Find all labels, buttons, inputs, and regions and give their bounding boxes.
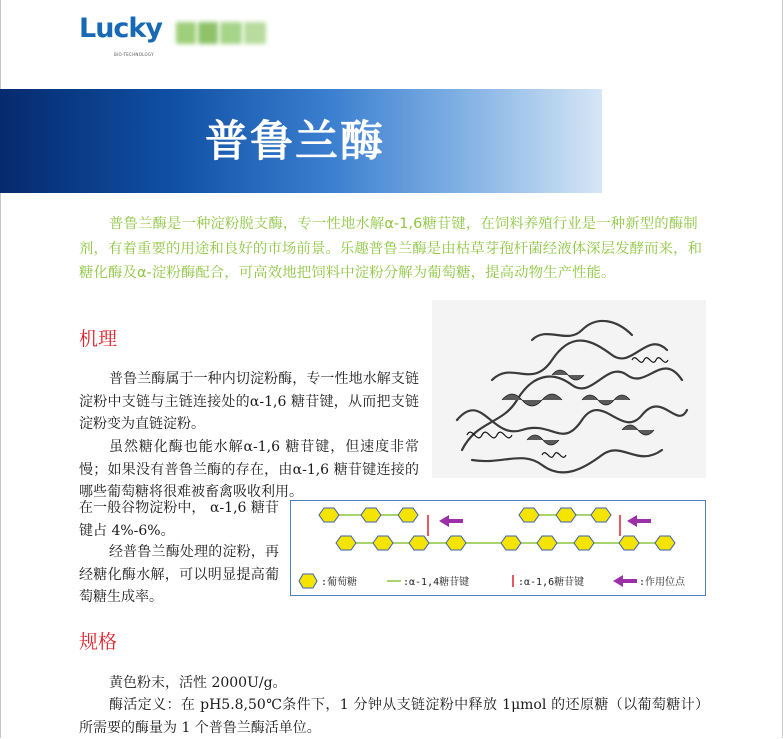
- legend-bond14: :α-1,4糖苷键: [403, 577, 470, 588]
- glucose-unit: [655, 536, 675, 550]
- glucose-unit: [501, 536, 521, 550]
- debranching-diagram: [290, 500, 706, 596]
- glucose-unit: [519, 508, 539, 522]
- legend-action-arrow: [613, 575, 637, 587]
- legend-glucose-swatch: [299, 574, 317, 588]
- glucose-unit: [446, 536, 466, 550]
- legend-bond16: :α-1,6糖苷键: [518, 577, 585, 588]
- logo-blurred-text: [176, 22, 272, 44]
- glucose-unit: [409, 536, 429, 550]
- legend-action: :作用位点: [639, 577, 686, 588]
- intro-paragraph: 普鲁兰酶是一种淀粉脱支酶，专一性地水解α-1,6糖苷键，在饲料养殖行业是一种新型的酶制剂，有着重要的用途和良好的市场前景。乐趣普鲁兰酶是由枯草芽孢杆菌经液体深层发酵而来，和糖化酶及α-淀粉酶配合，可高效地把饲料中淀粉分解为葡萄糖，提高动物生产性能。: [79, 216, 703, 281]
- spec-line-2: 酶活定义：在 pH5.8,50℃条件下，1 分钟从支链淀粉中释放 1μmol 的还原糖（以葡萄糖计）所需要的酶量为 1 个普鲁兰酶活单位。: [79, 697, 709, 736]
- mechanism-paragraph-3: 经普鲁兰酶处理的淀粉，再经糖化酶水解，可以明显提高葡萄糖生成率。: [79, 544, 279, 606]
- spec-heading: 规格: [79, 631, 118, 653]
- glucose-unit: [398, 508, 418, 522]
- glucose-unit: [373, 536, 393, 550]
- logo-wordmark: Lucky: [79, 13, 162, 44]
- mechanism-paragraph-2b: 在一般谷物淀粉中， α-1,6 糖苷键占 4%-6%。: [79, 500, 279, 539]
- mechanism-paragraph-1: 普鲁兰酶属于一种内切淀粉酶，专一性地水解支链淀粉中支链与主链连接处的α-1,6 糖苷键，从而把支链淀粉变为直链淀粉。: [79, 371, 419, 433]
- glucose-unit: [619, 536, 639, 550]
- glucose-unit: [336, 536, 356, 550]
- logo-tagline: BIO-TECHNOLOGY: [114, 52, 154, 57]
- spec-line-1: 黄色粉末，活性 2000U/g。: [109, 675, 287, 691]
- mechanism-paragraph-2: 虽然糖化酶也能水解α-1,6 糖苷键，但速度非常慢；如果没有普鲁兰酶的存在，由α-1,6 糖苷键连接的哪些葡萄糖将很难被畜禽吸收利用。: [79, 439, 419, 501]
- page-title: 普鲁兰酶: [205, 117, 385, 167]
- action-site-arrow: [439, 515, 463, 527]
- glucose-unit: [319, 508, 339, 522]
- legend-glucose: :葡萄糖: [321, 577, 358, 588]
- glucose-unit: [591, 508, 611, 522]
- glucose-unit: [537, 536, 557, 550]
- protein-structure-image: [432, 300, 706, 478]
- mechanism-heading: 机理: [79, 328, 118, 350]
- glucose-unit: [361, 508, 381, 522]
- glucose-unit: [574, 536, 594, 550]
- glucose-unit: [556, 508, 576, 522]
- action-site-arrow: [627, 515, 651, 527]
